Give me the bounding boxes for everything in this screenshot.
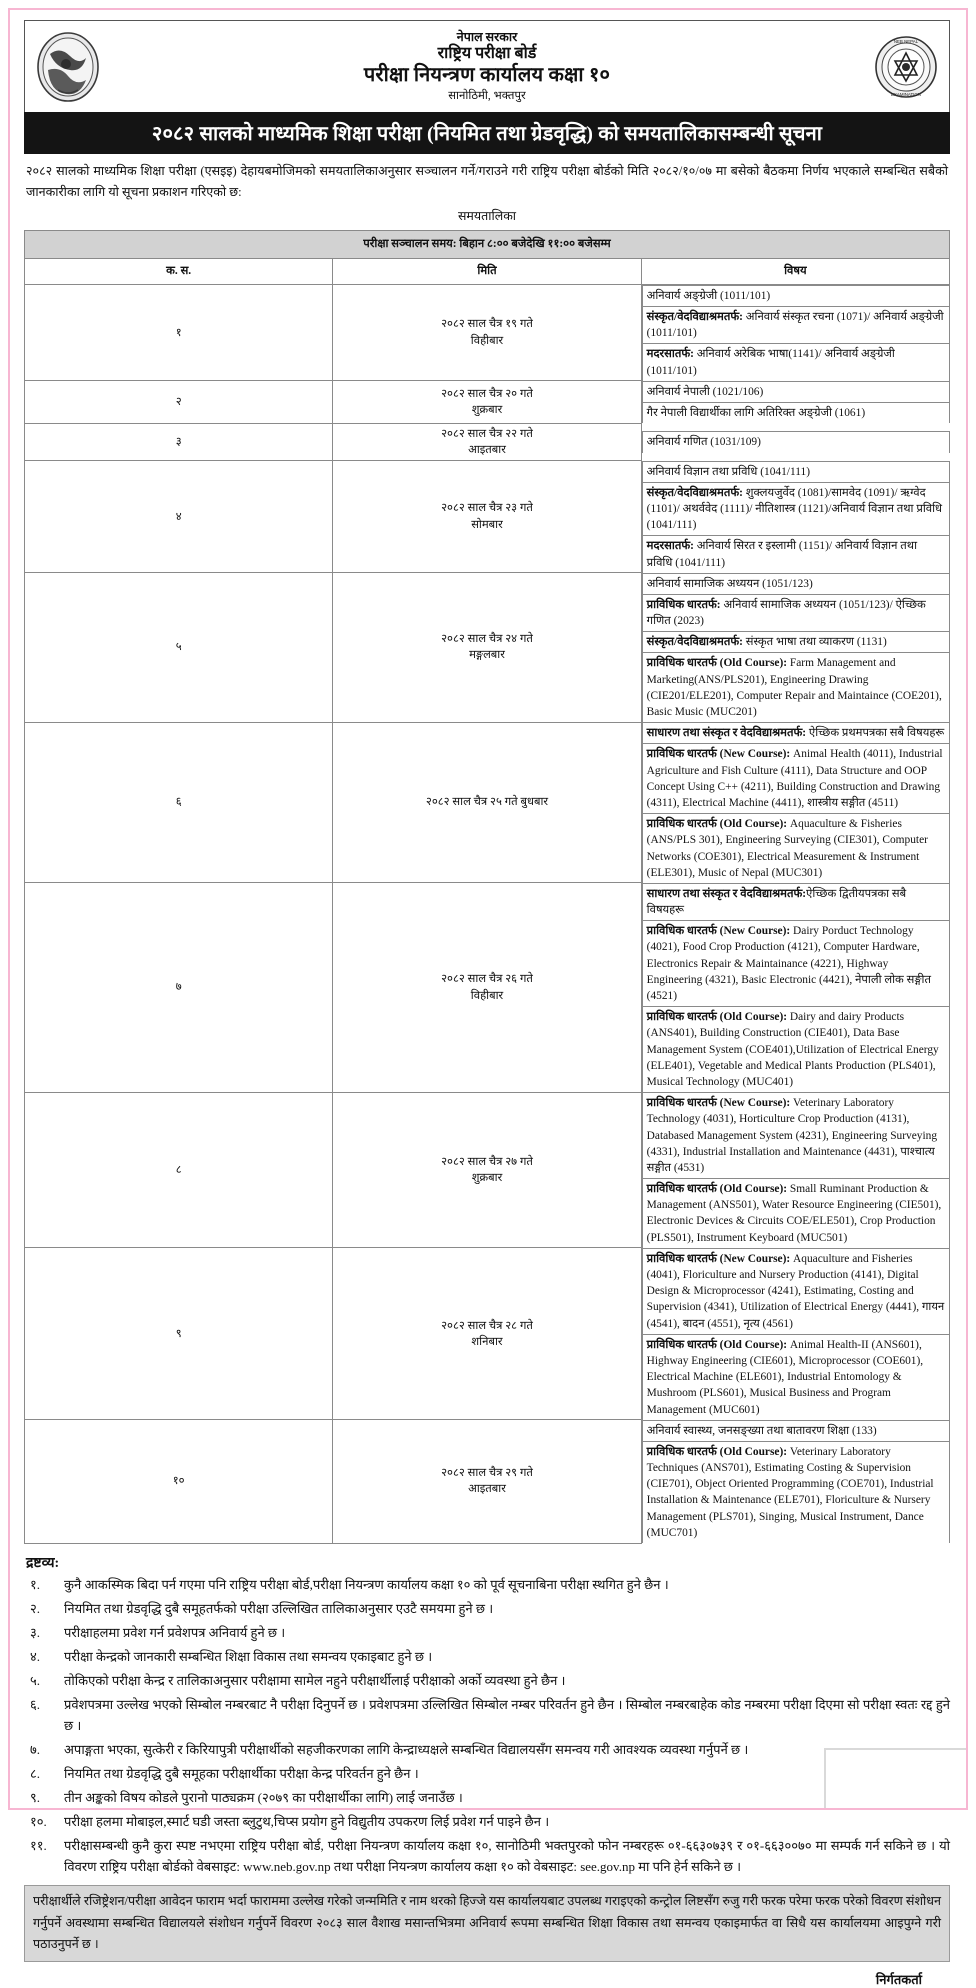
note-number: ११. (30, 1838, 47, 1854)
row-subject-cell (641, 423, 949, 460)
table-row (25, 722, 950, 883)
subject-entry: प्राविधिक धारतर्फ (New Course): Veterinary Laboratory Technology (4031), Horticulture Crop Production (4131), Databased Management System (4231), Engineering Surveying (4331), Industrial Installation and Maintenance (4431), पाश्चात्य सङ्गीत (4531) (642, 1093, 949, 1179)
row-serial-number: १ (25, 284, 333, 380)
note-item (24, 1694, 950, 1736)
notes-title: द्रष्टव्य: (26, 1555, 60, 1571)
corner-overlay (824, 1748, 966, 1808)
note-text: परीक्षा हलमा मोबाइल,स्मार्ट घडी जस्ता ब्लुटुथ,चिप्स प्रयोग हुने विद्युतीय उपकरण लिई प्रवेश गर्न पाइने छैन । (64, 1814, 550, 1829)
note-number: ५. (30, 1672, 41, 1688)
table-row (25, 381, 950, 423)
examination-board-seal-icon (869, 28, 943, 106)
office-name: परीक्षा नियन्त्रण कार्यालय कक्षा १० (363, 64, 611, 87)
row-serial-number: ८ (25, 1092, 333, 1248)
note-text: अपाङ्गता भएका, सुत्केरी र किरियापुत्री परीक्षार्थीको सहजीकरणका लागि केन्द्राध्यक्षले सम्बन्धित विद्यालयसँग समन्वय गरी आवश्यक व्यवस्था गर्नुपर्ने छ । (64, 1741, 749, 1757)
subject-entry: प्राविधिक धारतर्फ (New Course): Animal Health (4011), Industrial Agriculture and Fish Culture (4111), Data Structure and OOP Concept Using C++ (4211), Building Construction and Drawing (4311), Electrical Machine (4411), शास्त्रीय सङ्गीत (4511) (642, 744, 949, 814)
row-subject-cell (641, 284, 949, 380)
row-exam-date: २०८२ साल चैत्र २७ गते शुक्रबार (333, 1092, 641, 1248)
row-serial-number: ३ (25, 423, 333, 460)
row-serial-number: ४ (25, 461, 333, 573)
note-number: ८. (30, 1765, 41, 1781)
row-exam-date: २०८२ साल चैत्र २५ गते बुधबार (333, 722, 641, 883)
note-item (24, 1574, 950, 1595)
row-serial-number: ९ (25, 1248, 333, 1420)
row-subject-cell (641, 1420, 949, 1543)
row-subject-cell (641, 381, 949, 423)
row-subject-cell (641, 573, 949, 723)
note-number: ४. (30, 1648, 41, 1664)
table-row (25, 1420, 950, 1543)
row-exam-date: २०८२ साल चैत्र २६ गते विहीबार (333, 883, 641, 1092)
svg-text:EXAMINATION: EXAMINATION (891, 91, 921, 97)
row-serial-number: ५ (25, 573, 333, 723)
row-subject-cell (641, 1248, 949, 1420)
intro-paragraph: २०८२ सालको माध्यमिक शिक्षा परीक्षा (एसइइ) देहायबमोजिमको समयतालिकाअनुसार सञ्चालन गर्ने/गराउने गरी राष्ट्रिय परीक्षा बोर्डको मिति २०८२/१०/०७ मा बसेको बैठकमा निर्णय भएकाले सम्बन्धित सबैको जानकारीका लागि यो सूचना प्रकाशन गरिएको छ: (26, 164, 948, 199)
footer-note-box: परीक्षार्थीले रजिष्ट्रेशन/परीक्षा आवेदन फाराम भर्दा फाराममा उल्लेख गरेको जन्ममिति र नाम थरको हिज्जे यस कार्यालयबाट उपलब्ध गराइएको कन्ट्रोल लिष्टसँग रुजु गरी फरक परेमा फरक परेको विवरण संशोधन गर्नुपर्ने अवस्थामा सम्बन्धित विद्यालयले संशोधन गर्नुपर्ने विवरण २०८३ साल वैशाख मसान्तभित्रमा अनिवार्य रूपमा सम्बन्धित शिक्षा विकास तथा समन्वय एकाइमार्फत वा सिधै यस कार्यालयमा आइपुग्ने गरी पठाउनुपर्ने छ । (24, 1885, 950, 1962)
note-text: परीक्षा केन्द्रको जानकारी सम्बन्धित शिक्षा विकास तथा समन्वय एकाइबाट हुने छ । (64, 1648, 433, 1664)
subject-entry: अनिवार्य स्वास्थ्य, जनसङ्ख्या तथा बातावरण शिक्षा (133) (642, 1420, 949, 1441)
row-serial-number: २ (25, 381, 333, 423)
row-exam-date: २०८२ साल चैत्र २२ गते आइतबार (333, 423, 641, 460)
subject-entry: अनिवार्य नेपाली (1021/106) (642, 381, 949, 402)
schedule-rows (25, 284, 950, 1543)
letterhead (24, 20, 950, 112)
exam-schedule-table (24, 230, 950, 1544)
subject-entry: अनिवार्य विज्ञान तथा प्रविधि (1041/111) (642, 461, 949, 482)
table-row (25, 1092, 950, 1248)
note-text: तोकिएको परीक्षा केन्द्र र तालिकाअनुसार परीक्षामा सामेल नहुने परीक्षार्थीलाई परीक्षाको अर्को व्यवस्था हुने छैन । (64, 1672, 566, 1688)
row-exam-date: २०८२ साल चैत्र २० गते शुक्रबार (333, 381, 641, 423)
exam-time-row (25, 230, 950, 258)
subject-entry: प्राविधिक धारतर्फ (Old Course): Dairy and dairy Products (ANS401), Building Construction (CIE401), Data Base Management System (COE401),Utilization of Electrical Energy (ELE401), Vegetable and Medical Plants Production (PLS401), Musical Technology (MUC401) (642, 1007, 949, 1092)
subject-entry: प्राविधिक धारतर्फ (Old Course): Aquaculture & Fisheries (ANS/PLS 301), Engineering Surveying (CIE301), Computer Networks (COE301), Electrical Measurement & Instrument (ELE301), Music of Nepal (MUC301) (642, 814, 949, 883)
subject-entry: संस्कृत/वेदविद्याश्रमतर्फ: संस्कृत भाषा तथा व्याकरण (1131) (642, 632, 949, 653)
subject-entry: गैर नेपाली विद्यार्थीका लागि अतिरिक्त अङ्ग्रेजी (1061) (642, 403, 949, 424)
subject-entry: संस्कृत/वेदविद्याश्रमतर्फ: अनिवार्य संस्कृत रचना (1071)/ अनिवार्य अङ्ग्रेजी (1011/101) (642, 307, 949, 344)
subject-entry: साधारण तथा संस्कृत र वेदविद्याश्रमतर्फ: ऐच्छिक प्रथमपत्रका सबै विषयहरू (642, 723, 949, 744)
note-number: ३. (30, 1624, 41, 1640)
subject-entry: प्राविधिक धारतर्फ: अनिवार्य सामाजिक अध्ययन (1051/123)/ ऐच्छिक गणित (2023) (642, 594, 949, 631)
table-row (25, 883, 950, 1092)
note-number: ७. (30, 1741, 41, 1757)
notice-banner-title: २०८२ सालको माध्यमिक शिक्षा परीक्षा (नियमित तथा ग्रेडवृद्धि) को समयतालिकासम्बन्धी सूचना (24, 112, 950, 154)
table-row (25, 461, 950, 573)
note-number: १. (30, 1576, 41, 1592)
letterhead-text (105, 30, 869, 102)
subject-entry: मदरसातर्फ: अनिवार्य अरेबिक भाषा(1141)/ अनिवार्य अङ्ग्रेजी (1011/101) (642, 344, 949, 381)
row-exam-date: २०८२ साल चैत्र १९ गते विहीबार (333, 284, 641, 380)
note-text: परीक्षासम्बन्धी कुनै कुरा स्पष्ट नभएमा राष्ट्रिय परीक्षा बोर्ड, परीक्षा नियन्त्रण कार्यालय कक्षा १०, सानोठिमी भक्तपुरको फोन नम्बरहरू ०१-६६३०७३९ र ०१-६६३००७० मा सम्पर्क गर्न सकिने छ । यो विवरण राष्ट्रिय परीक्षा बोर्डको वेबसाइट: www.neb.gov.np तथा परीक्षा नियन्त्रण कार्यालय कक्षा १० को वेबसाइट: see.gov.np मा पनि हेर्न सकिने छ । (64, 1838, 950, 1875)
board-name: राष्ट्रिय परीक्षा बोर्ड (437, 45, 537, 63)
note-text: परीक्षाहलमा प्रवेश गर्न प्रवेशपत्र अनिवार्य हुने छ । (64, 1624, 286, 1640)
subject-entry: प्राविधिक धारतर्फ (New Course): Aquaculture and Fisheries (4041), Floriculture and Nursery Production (4141), Digital Design & Microprocessor (4241), Estimating, Costing and Supervision (4341), Utilization of Electrical Energy (4441), गायन (4541), बादन (4551), नृत्य (4561) (642, 1248, 949, 1334)
note-item (24, 1763, 950, 1784)
table-row (25, 423, 950, 460)
note-text: तीन अङ्कको विषय कोडले पुरानो पाठ्यक्रम (२०७९ का परीक्षार्थीका लागि) लाई जनाउँछ । (64, 1789, 463, 1805)
header-date: मिति (333, 258, 641, 284)
schedule-label: समयतालिका (457, 208, 517, 223)
exam-time-text: परीक्षा सञ्चालन समय: बिहान ८:०० बजेदेखि ११:०० बजेसम्म (25, 230, 950, 258)
subject-entry: प्राविधिक धारतर्फ (Old Course): Farm Management and Marketing(ANS/PLS201), Engineering Drawing (CIE201/ELE201), Computer Repair and Maintaince (COE201), Basic Music (MUC201) (642, 653, 949, 722)
row-serial-number: ६ (25, 722, 333, 883)
table-row (25, 284, 950, 380)
row-subject-cell (641, 1092, 949, 1248)
gov-name: नेपाल सरकार (456, 30, 518, 45)
note-item (24, 1622, 950, 1643)
table-row (25, 573, 950, 723)
table-row (25, 1248, 950, 1420)
svg-text:NEB NEPAL: NEB NEPAL (893, 38, 919, 44)
row-exam-date: २०८२ साल चैत्र २४ गते मङ्गलबार (333, 573, 641, 723)
signature-label: निर्गतकर्ता (875, 1972, 922, 1988)
note-number: २. (30, 1600, 41, 1616)
row-subject-cell (641, 461, 949, 573)
note-text: कुनै आकस्मिक बिदा पर्न गएमा पनि राष्ट्रिय परीक्षा बोर्ड,परीक्षा नियन्त्रण कार्यालय कक्षा १० को पूर्व सूचनाबिना परीक्षा स्थगित हुने छैन । (64, 1576, 669, 1592)
row-exam-date: २०८२ साल चैत्र २८ गते शनिबार (333, 1248, 641, 1420)
note-item (24, 1787, 950, 1808)
row-serial-number: १० (25, 1420, 333, 1543)
note-text: नियमित तथा ग्रेडवृद्धि दुबै समूहका परीक्षार्थीका परीक्षा केन्द्र परिवर्तन हुने छैन । (64, 1765, 419, 1781)
subject-entry: संस्कृत/वेदविद्याश्रमतर्फ: शुक्लयजुर्वेद (1081)/सामवेद (1091)/ ऋग्वेद (1101)/ अथर्ववेद (1111)/ नीतिशास्त्र (1121)/अनिवार्य विज्ञान तथा प्रविधि (1041/111) (642, 482, 949, 536)
row-subject-cell (641, 722, 949, 883)
subject-entry: प्राविधिक धारतर्फ (Old Course): Small Ruminant Production & Management (ANS501), Water Resource Engineering (CIE501), Electronic Devices & Circuits COE/ELE501), Crop Production (PLS501), Instrument Keyboard (MUC501) (642, 1179, 949, 1248)
subject-entry: अनिवार्य गणित (1031/109) (642, 432, 949, 453)
notice-content (24, 20, 950, 1988)
row-serial-number: ७ (25, 883, 333, 1092)
note-number: ६. (30, 1696, 41, 1712)
office-address: सानोठिमी, भक्तपुर (448, 89, 526, 102)
header-subject: विषय (641, 258, 949, 284)
subject-entry: प्राविधिक धारतर्फ (New Course): Dairy Porduct Technology (4021), Food Crop Production (4121), Computer Hardware, Electronics Repair & Maintainance (4221), Highway Engineering (4321), Basic Electronic (4421), नेपाली लोक सङ्गीत (4521) (642, 921, 949, 1007)
note-item (24, 1646, 950, 1667)
note-number: ९. (30, 1789, 41, 1805)
note-item (24, 1811, 950, 1832)
note-item (24, 1739, 950, 1760)
row-exam-date: २०८२ साल चैत्र २९ गते आइतबार (333, 1420, 641, 1543)
note-text: नियमित तथा ग्रेडवृद्धि दुबै समूहतर्फको परीक्षा उल्लिखित तालिकाअनुसार एउटै समयमा हुने छ । (64, 1600, 494, 1616)
subject-entry: साधारण तथा संस्कृत र वेदविद्याश्रमतर्फ:ऐच्छिक द्वितीयपत्रका सबै विषयहरू (642, 883, 949, 920)
nepal-government-emblem-icon (31, 28, 105, 106)
notice-page (8, 8, 968, 1988)
note-item (24, 1835, 950, 1877)
notes-list (24, 1574, 950, 1878)
note-item (24, 1598, 950, 1619)
note-item (24, 1670, 950, 1691)
header-sn: क. स. (25, 258, 333, 284)
note-text: प्रवेशपत्रमा उल्लेख भएको सिम्बोल नम्बरबाट नै परीक्षा दिनुपर्ने छ । प्रवेशपत्रमा उल्लिखित सिम्बोल नम्बर परिवर्तन हुने छैन । सिम्बोल नम्बरबाहेक कोड नम्बरमा परीक्षा दिएमा सो परीक्षा स्वतः रद्द हुने छ । (64, 1696, 950, 1733)
subject-entry: मदरसातर्फ: अनिवार्य सिरत र इस्लामी (1151)/ अनिवार्य विज्ञान तथा प्रविधि (1041/111) (642, 536, 949, 573)
subject-entry: प्राविधिक धारतर्फ (Old Course): Veterinary Laboratory Techniques (ANS701), Estimating Costing & Supervision (CIE701), Object Oriented Programming (COE701), Industrial Installation & Maintenance (ELE701), Floriculture & Nursery Management (PLS701), Singing, Musical Instrument, Dance (MUC701) (642, 1441, 949, 1543)
subject-entry: अनिवार्य सामाजिक अध्ययन (1051/123) (642, 573, 949, 594)
subject-entry: अनिवार्य अङ्ग्रेजी (1011/101) (642, 285, 949, 306)
table-header-row (25, 258, 950, 284)
row-subject-cell (641, 883, 949, 1092)
subject-entry: प्राविधिक धारतर्फ (Old Course): Animal Health-II (ANS601), Highway Engineering (CIE601), Microprocessor (COE601), Electrical Machine (ELE601), Industrial Entomology & Mushroom (PLS601), Musical Business and Program Management (MUC601) (642, 1334, 949, 1419)
row-exam-date: २०८२ साल चैत्र २३ गते सोमबार (333, 461, 641, 573)
note-number: १०. (30, 1814, 47, 1829)
